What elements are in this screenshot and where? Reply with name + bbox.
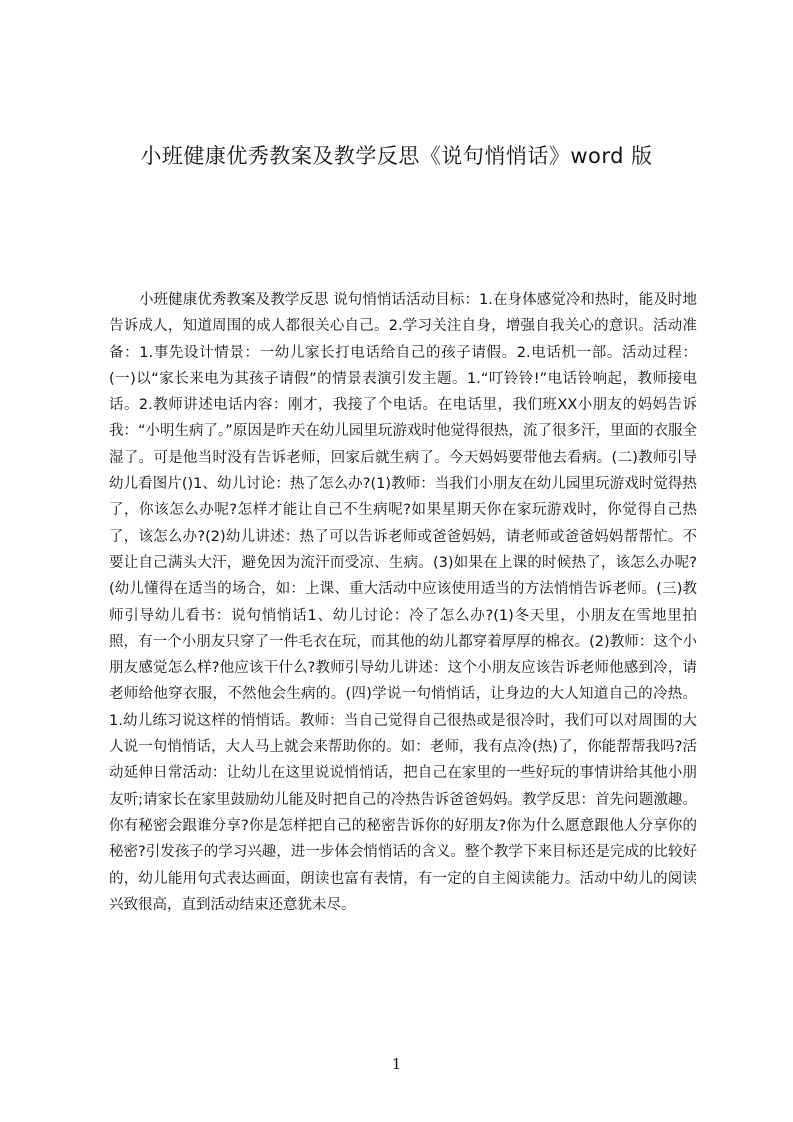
document-body-paragraph: 小班健康优秀教案及教学反思 说句悄悄话活动目标：1.在身体感觉冷和热时，能及时地告诉成人，知道周围的成人都很关心自己。2.学习关注自身，增强自我关心的意识。活动准备：1.事先设计情景：一幼儿家长打电话给自己的孩子请假。2.电话机一部。活动过程：(一)以“家长来电为其孩子请假”的情景表演引发主题。1.“叮铃铃!”电话铃响起，教师接电话。2.教师讲述电话内容：刚才，我接了个电话。在电话里，我们班XX小朋友的妈妈告诉我：“小明生病了。”原因是昨天在幼儿园里玩游戏时他觉得很热，流了很多汗，里面的衣服全湿了。可是他当时没有告诉老师，回家后就生病了。今天妈妈要带他去看病。(二)教师引导幼儿看图片()1、幼儿讨论：热了怎么办?(1)教师：当我们小朋友在幼儿园里玩游戏时觉得热了，你该怎么办呢?怎样才能让自己不生病呢?如果星期天你在家玩游戏时，你觉得自己热了，该怎么办?(2)幼儿讲述：热了可以告诉老师或爸爸妈妈，请老师或爸爸妈妈帮帮忙。不要让自己满头大汗，避免因为流汗而受凉、生病。(3)如果在上课的时候热了，该怎么办呢?(幼儿懂得在适当的场合，如：上课、重大活动中应该使用适当的方法悄悄告诉老师。(三)教师引导幼儿看书：说句悄悄话1、幼儿讨论：冷了怎么办?(1)冬天里，小朋友在雪地里拍照，有一个小朋友只穿了一件毛衣在玩，而其他的幼儿都穿着厚厚的棉衣。(2)教师：这个小朋友感觉怎么样?他应该干什么?教师引导幼儿讲述：这个小朋友应该告诉老师他感到冷，请老师给他穿衣服，不然他会生病的。(四)学说一句悄悄话，让身边的大人知道自己的冷热。1.幼儿练习说这样的悄悄话。教师：当自己觉得自己很热或是很冷时，我们可以对周围的大人说一句悄悄话，大人马上就会来帮助你的。如：老师，我有点冷(热)了，你能帮帮我吗?活动延伸日常活动：让幼儿在这里说说悄悄话，把自己在家里的一些好玩的事情讲给其他小朋友听;请家长在家里鼓励幼儿能及时把自己的冷热告诉爸爸妈妈。教学反思：首先问题激趣。你有秘密会跟谁分享?你是怎样把自己的秘密告诉你的好朋友?你为什么愿意跟他人分享你的秘密?引发孩子的学习兴趣，进一步体会悄悄话的含义。整个教学下来目标还是完成的比较好的，幼儿能用句式表达画面，朗读也富有表情，有一定的自主阅读能力。活动中幼儿的阅读兴致很高，直到活动结束还意犹未尽。 [109,292,697,913]
document-title: 小班健康优秀教案及教学反思《说句悄悄话》word 版 [140,144,653,168]
page-number: 1 [391,1055,402,1073]
